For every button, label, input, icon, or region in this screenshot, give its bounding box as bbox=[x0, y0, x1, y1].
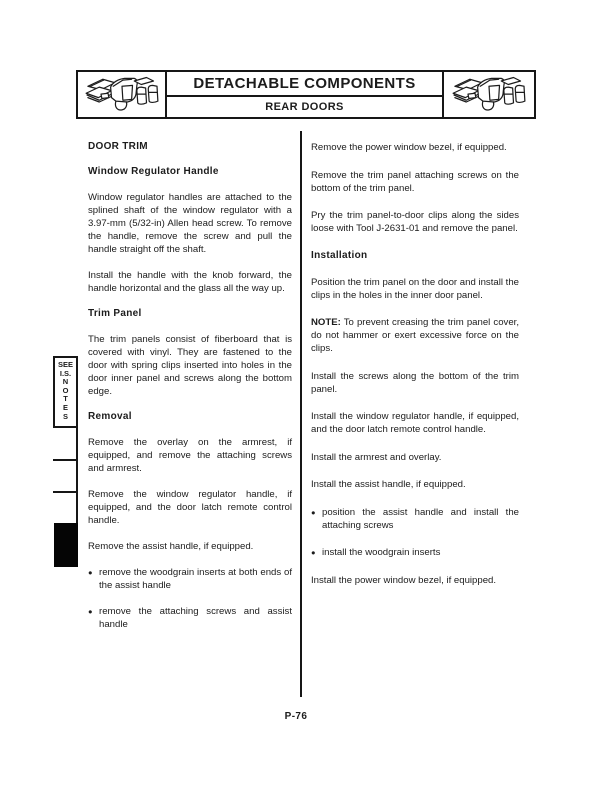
heading-installation: Installation bbox=[311, 249, 368, 261]
sidebar-letter: S bbox=[62, 411, 68, 421]
paragraph: Remove the power window bezel, if equipped. bbox=[311, 142, 507, 153]
header-left-illustration bbox=[78, 72, 165, 117]
page-number: P-76 bbox=[284, 711, 308, 722]
sidebar-tick-mark bbox=[53, 491, 78, 493]
heading-window-regulator-handle: Window Regulator Handle bbox=[88, 166, 219, 177]
exploded-car-icon bbox=[448, 74, 530, 116]
sidebar-tick-mark bbox=[53, 459, 78, 461]
sidebar-letter: O bbox=[62, 385, 69, 395]
paragraph: Install the screws along the bottom of the trim panel. bbox=[311, 370, 519, 395]
paragraph: Remove the overlay on the armrest, if equipped, and remove the attaching screws and armrest. bbox=[88, 437, 292, 474]
section-title: DETACHABLE COMPONENTS bbox=[167, 72, 442, 97]
bullet-item: ● position the assist handle and install the attaching screws bbox=[311, 506, 519, 532]
sidebar-letter: N bbox=[62, 377, 69, 387]
column-divider-rule bbox=[300, 131, 302, 697]
paragraph: The trim panels consist of fiberboard that is covered with vinyl. They are fastened to the door with spring clips inserted into holes in the door inner panel and screws along the bottom edge. bbox=[88, 334, 292, 397]
sidebar-letter: E bbox=[62, 402, 68, 412]
exploded-car-icon bbox=[81, 74, 163, 116]
bullet-item: ● remove the attaching screws and assist handle bbox=[88, 605, 292, 631]
paragraph: Remove the window regulator handle, if equipped, and the door latch remote control handle. bbox=[88, 489, 292, 526]
heading-door-trim: DOOR TRIM bbox=[88, 141, 148, 152]
paragraph: Install the armrest and overlay. bbox=[311, 451, 442, 463]
note-label: NOTE: bbox=[311, 317, 341, 328]
note-text: To prevent creasing the trim panel cover, do not hammer or exert excessive force on the clips. bbox=[311, 317, 519, 354]
header-right-illustration bbox=[444, 72, 534, 117]
header-title-cell bbox=[165, 72, 444, 117]
section-subtitle: REAR DOORS bbox=[265, 100, 344, 113]
sidebar-is-label: I.S. bbox=[59, 368, 72, 378]
sidebar-see-label: SEE bbox=[57, 360, 73, 369]
left-column bbox=[88, 137, 292, 644]
sidebar-letter: T bbox=[63, 394, 68, 404]
sidebar-notes-tab bbox=[53, 356, 78, 428]
paragraph: Install the power window bezel, if equipped. bbox=[311, 574, 497, 586]
paragraph: Install the assist handle, if equipped. bbox=[311, 479, 466, 490]
paragraph: Remove the assist handle, if equipped. bbox=[88, 541, 254, 552]
paragraph: Window regulator handles are attached to the splined shaft of the window regulator with a 3.97-mm (5/32-in) Allen head screw. To remove the handle, remove the screw and pull the handle straight off the shaft. bbox=[88, 192, 292, 255]
note-paragraph bbox=[311, 316, 519, 355]
bullet-item: ● install the woodgrain inserts bbox=[311, 546, 519, 559]
paragraph: Remove the trim panel attaching screws on the bottom of the trim panel. bbox=[311, 169, 519, 194]
paragraph: Install the handle with the knob forward, the handle horizontal and the glass all the way up. bbox=[88, 270, 292, 294]
heading-removal: Removal bbox=[88, 411, 132, 422]
bullet-item: ● remove the woodgrain inserts at both ends of the assist handle bbox=[88, 566, 292, 592]
paragraph: Pry the trim panel-to-door clips along the sides loose with Tool J-2631-01 and remove the panel. bbox=[311, 210, 519, 234]
sidebar-bleed-tab bbox=[54, 523, 78, 567]
right-column bbox=[311, 137, 519, 601]
page-header bbox=[76, 70, 536, 119]
paragraph: Install the window regulator handle, if equipped, and the door latch remote control handle. bbox=[311, 411, 519, 435]
heading-trim-panel: Trim Panel bbox=[88, 308, 142, 319]
paragraph: Position the trim panel on the door and install the clips in the holes in the inner door panel. bbox=[311, 276, 519, 301]
